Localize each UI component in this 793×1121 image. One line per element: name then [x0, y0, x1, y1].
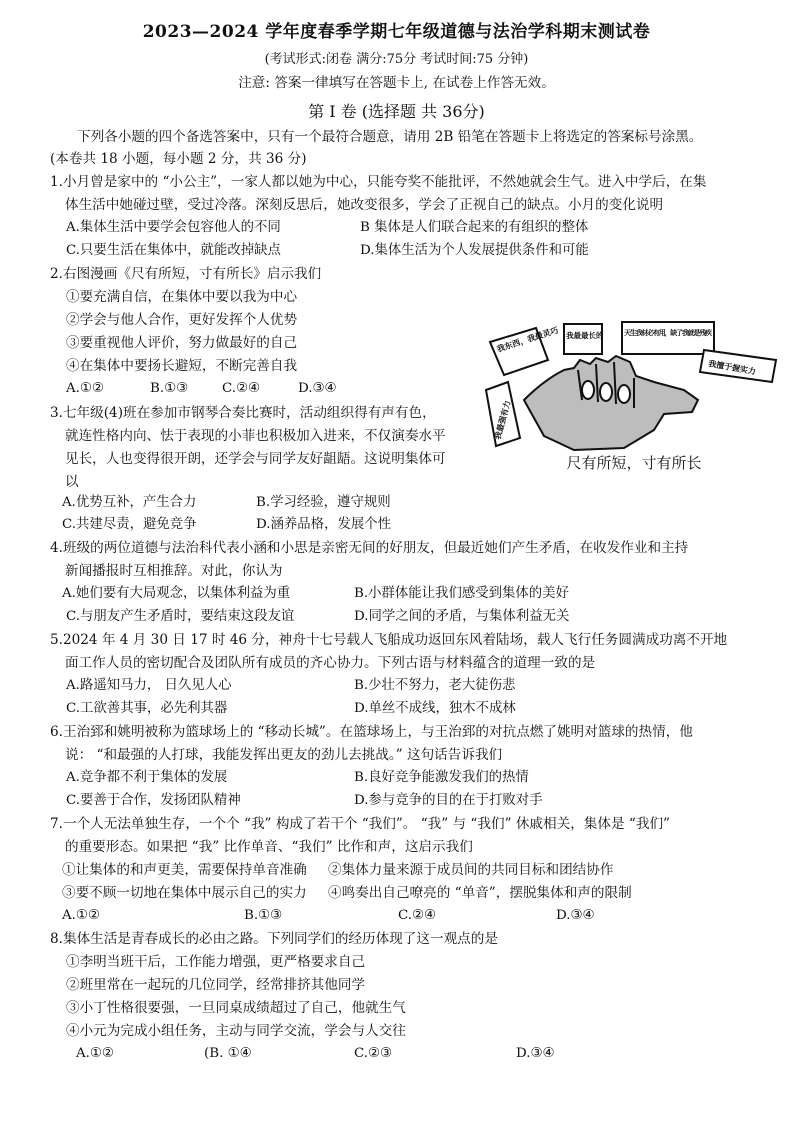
q5-option-c: C.工欲善其事，必先利其器: [66, 701, 228, 716]
q3-option-b: B.学习经验，遵守规则: [256, 495, 391, 510]
q6-stem-line2: 说： “和最强的人打球，我能发挥出更友的劲儿去挑战。” 这句话告诉我们: [65, 747, 503, 763]
q7-option-c: C.②④: [398, 908, 437, 923]
q4-option-a: A.她们要有大局观念，以集体利益为重: [62, 586, 291, 601]
q2-option-a: A.①②: [66, 381, 104, 396]
q7-statement-2: ②集体力量来源于成员间的共同目标和团结协作: [328, 862, 614, 878]
section-scoring: (本卷共 18 小题，每小题 2 分，共 36 分): [50, 151, 307, 167]
exam-title: 2023—2024 学年度春季学期七年级道德与法治学科期末测试卷: [142, 22, 651, 42]
q8-option-d: D.③④: [516, 1046, 555, 1061]
q5-option-a: A.路遥知马力， 日久见人心: [66, 678, 232, 693]
q8-option-a: A.①②: [76, 1046, 114, 1061]
q3-option-d: D.涵养品格，发展个性: [256, 517, 392, 532]
cartoon-bubble-4: [700, 350, 776, 382]
q7-option-a: A.①②: [62, 908, 100, 923]
q1-option-a: A.集体生活中要学会包容他人的不同: [66, 220, 281, 235]
cartoon-caption: 尺有所短，寸有所长: [566, 454, 702, 472]
q3-stem-line3: 见长，人也变得很开朗，还学会与同学友好龃龉。这说明集体可: [65, 451, 446, 467]
q3-option-c: C.共建尽责，避免竞争: [62, 517, 197, 532]
cartoon-bubble-3-text: 天生我材必有用，缺了我就是残疾: [624, 329, 712, 337]
q8-statement-4: ④小元为完成小组任务，主动与同学交流，学会与人交往: [66, 1023, 406, 1039]
q3-stem-line1: 3.七年级(4)班在参加市钢琴合奏比赛时，活动组织得有声有色，: [50, 405, 436, 421]
q4-stem-line1: 4.班级的两位道德与法治科代表小涵和小思是亲密无间的好朋友，但最近她们产生矛盾，在收发作业和主持: [50, 540, 689, 556]
q8-option-b: (B. ①④: [204, 1046, 252, 1061]
cartoon-bubble-3: [622, 322, 714, 354]
cartoon-bubble-2: [564, 324, 604, 354]
q8-statement-2: ②班里常在一起玩的几位同学，经常排挤其他同学: [66, 977, 366, 993]
hand-drawing: [524, 356, 698, 450]
q4-option-c: C.与朋友产生矛盾时，要结束这段友谊: [66, 609, 295, 624]
q1-option-c: C.只要生活在集体中，就能改掉缺点: [66, 243, 281, 258]
q7-statement-4: ④鸣奏出自己嘹亮的 “单音”，摆脱集体和声的限制: [328, 885, 632, 901]
q1-stem-line1: 1.小月曾是家中的 “小公主”，一家人都以她为中心，只能夸奖不能批评，不然她就会生气。进入中学后，在集: [50, 174, 707, 190]
q3-stem-line2: 就连性格内向、怯于表现的小菲也积极加入进来，不仅演奏水平: [65, 428, 446, 444]
q7-option-d: D.③④: [556, 908, 595, 923]
exam-notice: 注意: 答案一律填写在答题卡上, 在试卷上作答无效。: [238, 75, 555, 91]
q6-option-a: A.竞争都不利于集体的发展: [66, 770, 228, 785]
q7-option-b: B.①③: [244, 908, 283, 923]
q3-stem-line4: 以: [65, 474, 79, 490]
q6-option-b: B.良好竞争能激发我们的热情: [354, 770, 529, 785]
q7-statement-3: ③要不顾一切地在集体中展示自己的实力: [62, 885, 307, 901]
q2-statement-3: ③要重视他人评价，努力做最好的自己: [66, 335, 298, 351]
q5-stem-line1: 5.2024 年 4 月 30 日 17 时 46 分，神舟十七号载人飞船成功返回东风着陆场，载人飞行任务圆满成功离不开地: [50, 632, 728, 648]
cartoon-bubble-1-text: 我东西，我最灵巧: [495, 325, 560, 354]
q5-option-d: D.单丝不成线，独木不成林: [354, 701, 516, 716]
cartoon-bubble-5: [486, 382, 520, 446]
q4-option-d: D.同学之间的矛盾，与集体利益无关: [354, 609, 570, 624]
section-title: 第 I 卷 (选择题 共 36分): [308, 102, 485, 121]
q7-statement-1: ①让集体的和声更美，需要保持单音准确: [62, 862, 307, 878]
q2-statement-1: ①要充满自信，在集体中要以我为中心: [66, 289, 298, 305]
q7-stem-line1: 7.一个人无法单独生存，一个个 “我” 构成了若干个 “我们”。 “我” 与 “我们” 休戚相关，集体是 “我们”: [50, 816, 670, 832]
q8-statement-1: ①李明当班干后，工作能力增强，更严格要求自己: [66, 954, 366, 970]
q2-stem: 2.右图漫画《尺有所短，寸有所长》启示我们: [50, 266, 322, 282]
q1-option-d: D.集体生活为个人发展提供条件和可能: [360, 243, 589, 258]
q2-option-d: D.③④: [298, 381, 337, 396]
q2-statement-2: ②学会与他人合作，更好发挥个人优势: [66, 312, 298, 328]
q8-option-c: C.②③: [354, 1046, 393, 1061]
q2-option-c: C.②④: [222, 381, 261, 396]
q3-option-a: A.优势互补，产生合力: [62, 495, 197, 510]
q1-option-b: B 集体是人们联合起来的有组织的整体: [360, 220, 589, 235]
q4-option-b: B.小群体能让我们感受到集体的美好: [354, 586, 569, 601]
q8-stem: 8.集体生活是青春成长的必由之路。下列同学们的经历体现了这一观点的是: [50, 931, 498, 947]
q7-stem-line2: 的重要形态。如果把 “我” 比作单音、“我们” 比作和声，这启示我们: [65, 839, 473, 855]
q6-stem-line1: 6.王治郅和姚明被称为篮球场上的 “移动长城”。在篮球场上，与王治郅的对抗点燃了姚明对篮球的热情，他: [50, 724, 693, 740]
q2-statement-4: ④在集体中要扬长避短，不断完善自我: [66, 358, 298, 374]
q4-stem-line2: 新闻播报时互相推辞。对此，你认为: [65, 563, 283, 579]
cartoon-bubble-2-text: 我最最长的: [566, 331, 604, 340]
exam-info: (考试形式:闭卷 满分:75分 考试时间:75 分钟): [264, 52, 529, 67]
section-instruction: 下列各小题的四个备选答案中，只有一个最符合题意，请用 2B 铅笔在答题卡上将选定的答案标号涂黑。: [77, 129, 703, 145]
cartoon-bubble-5-text: 我最强有力: [493, 399, 513, 441]
q8-statement-3: ③小丁性格很要强，一旦同桌成绩超过了自己，他就生气: [66, 1000, 406, 1016]
q6-option-c: C.要善于合作，发扬团队精神: [66, 793, 241, 808]
q5-option-b: B.少壮不努力，老大徒伤悲: [354, 678, 516, 693]
q6-option-d: D.参与竞争的目的在于打败对手: [354, 793, 543, 808]
q5-stem-line2: 面工作人员的密切配合及团队所有成员的齐心协力。下列古语与材料蕴含的道理一致的是: [65, 655, 596, 671]
hand-cartoon-image: [484, 320, 784, 465]
q2-option-b: B.①③: [150, 381, 189, 396]
q1-stem-line2: 体生活中她碰过壁，受过冷落。深刻反思后，她改变很多，学会了正视自己的缺点。小月的变化说明: [65, 197, 664, 213]
cartoon-bubble-1: [490, 325, 560, 375]
cartoon-bubble-4-text: 我擅于握实力: [707, 359, 757, 377]
